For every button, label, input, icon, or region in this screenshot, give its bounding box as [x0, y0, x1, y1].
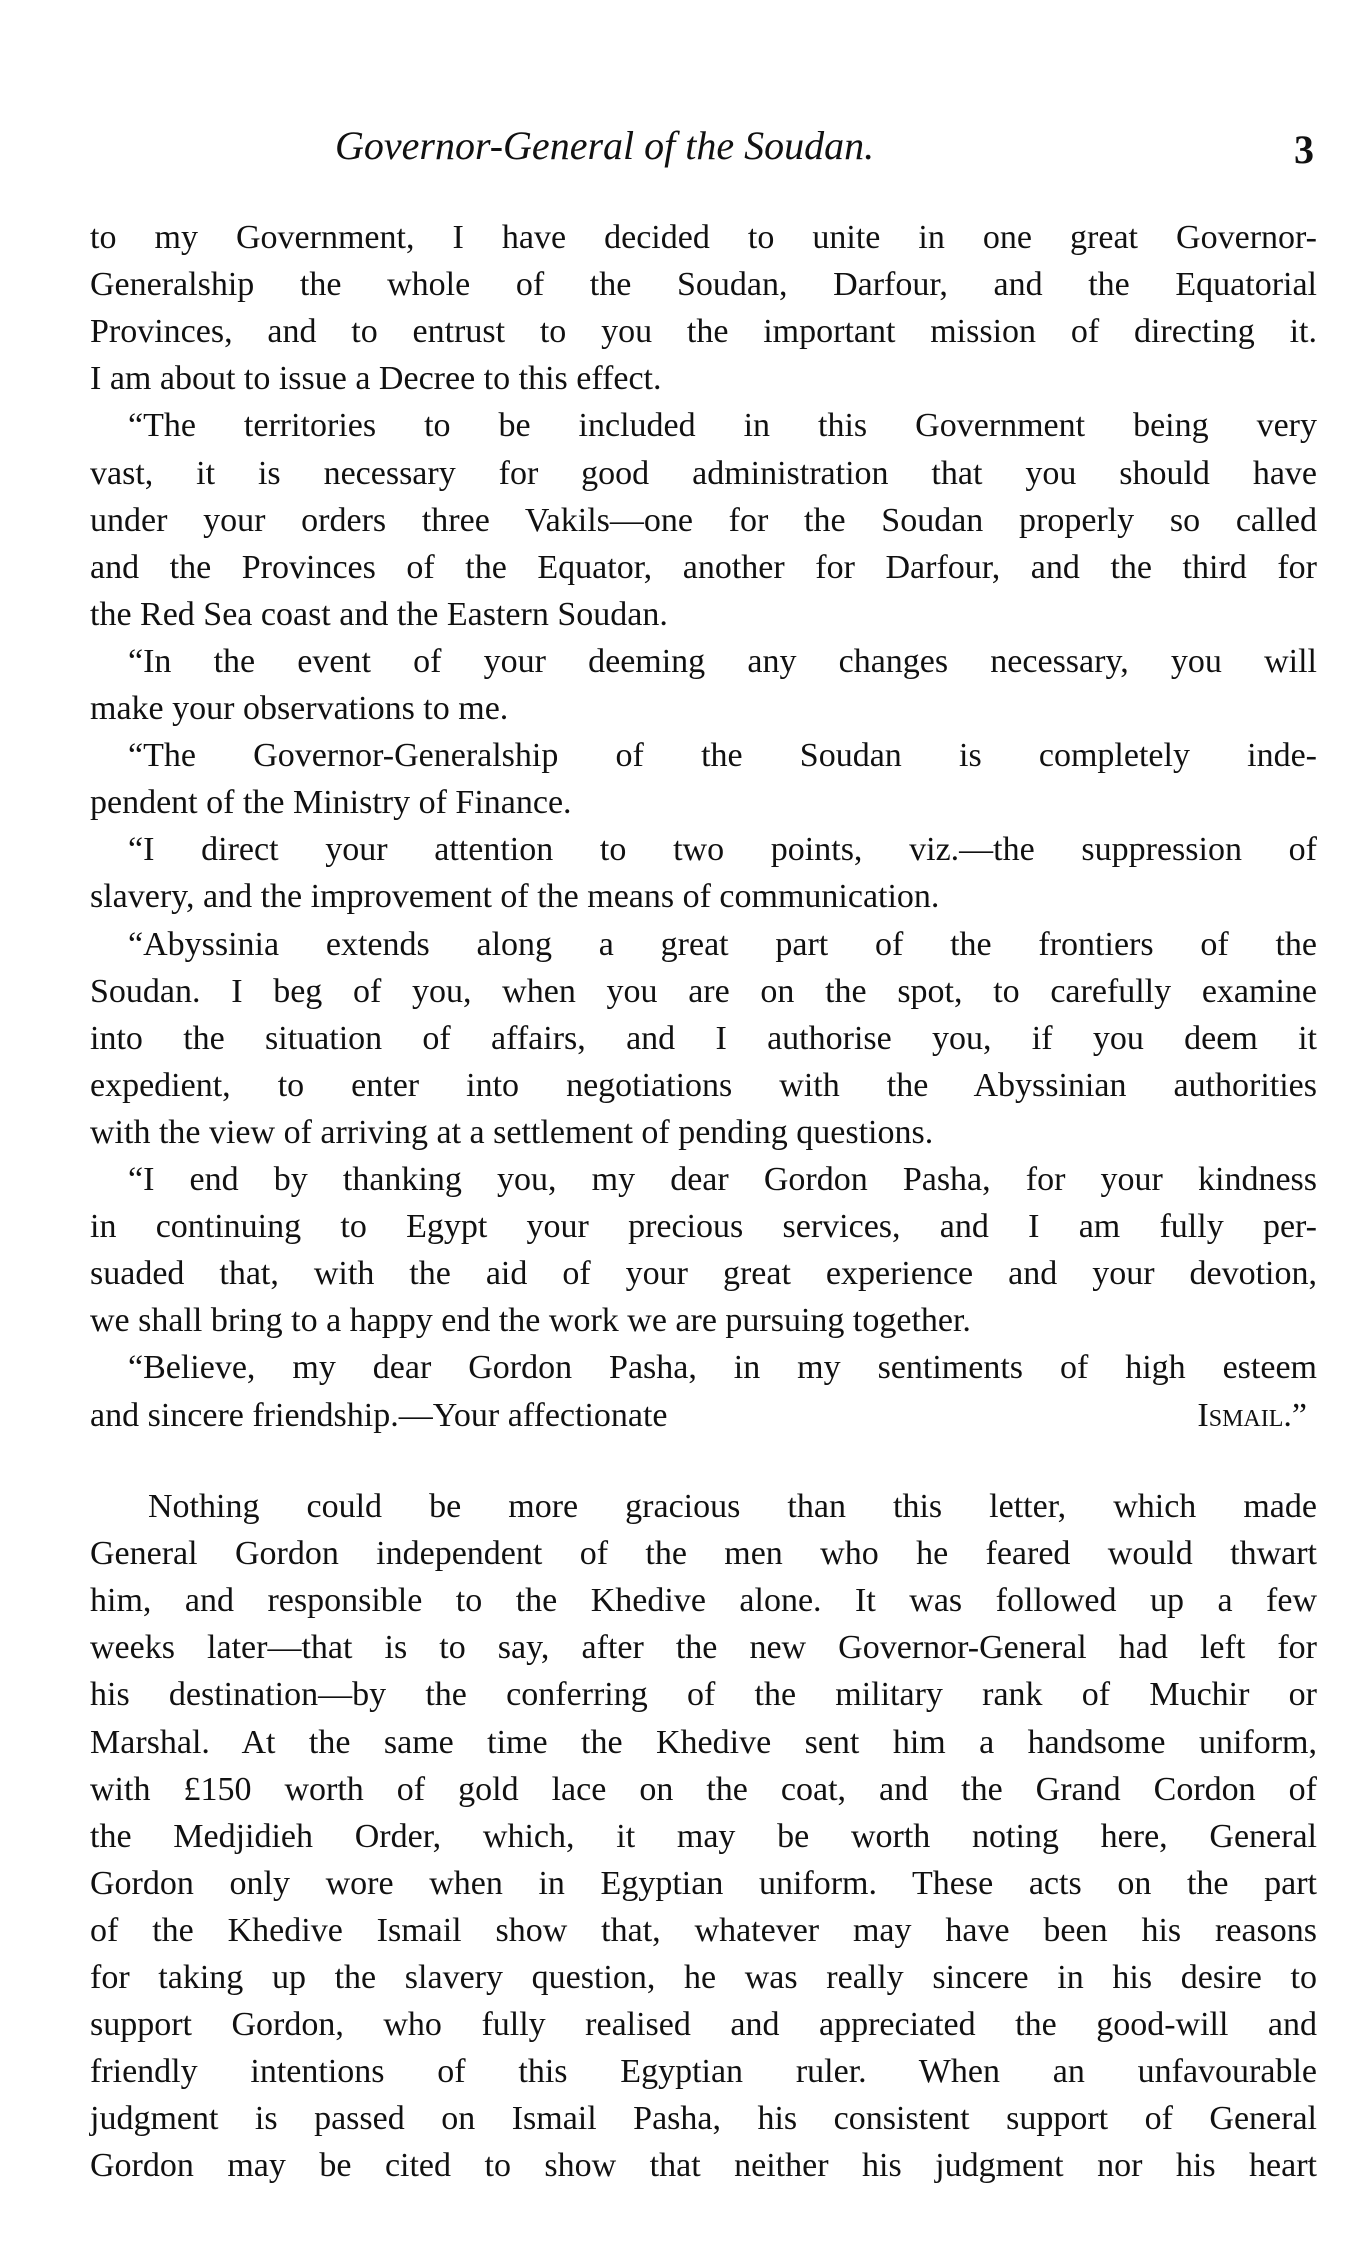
text-line: expedient, to enter into negotiations with the Abyssinian authorities [90, 1066, 1317, 1104]
text-line: “In the event of your deeming any changes necessary, you will [128, 642, 1317, 680]
text-line: with the view of arriving at a settlement of pending questions. [90, 1113, 934, 1151]
letter-closing: and sincere friendship.—Your affectionate [90, 1396, 668, 1434]
text-line: vast, it is necessary for good administration that you should have [90, 454, 1317, 492]
text-line: Gordon only wore when in Egyptian uniform. These acts on the part [90, 1864, 1317, 1902]
text-line: friendly intentions of this Egyptian ruler. When an unfavourable [90, 2053, 1317, 2091]
text-line: the Red Sea coast and the Eastern Soudan. [90, 595, 668, 633]
text-line: we shall bring to a happy end the work we are pursuing together. [90, 1302, 971, 1340]
text-line: “I end by thanking you, my dear Gordon Pasha, for your kindness [128, 1161, 1317, 1198]
running-title: Governor-General of the Soudan. [335, 123, 875, 168]
text-line: suaded that, with the aid of your great experience and your devotion, [90, 1255, 1317, 1293]
text-line: General Gordon independent of the men who he feared would thwart [90, 1535, 1317, 1573]
text-line: “Believe, my dear Gordon Pasha, in my sentiments of high esteem [128, 1349, 1317, 1387]
text-line: Gordon may be cited to show that neither his judgment nor his heart [90, 2147, 1317, 2185]
text-line: into the situation of affairs, and I authorise you, if you deem it [90, 1019, 1317, 1057]
text-line: support Gordon, who fully realised and appreciated the good-will and [90, 2006, 1317, 2044]
text-line: “Abyssinia extends along a great part of the frontiers of the [128, 925, 1317, 963]
text-line: Marshal. At the same time the Khedive sent him a handsome uniform, [90, 1723, 1317, 1761]
text-line: slavery, and the improvement of the means of communication. [90, 878, 940, 916]
page-number: 3 [1294, 127, 1314, 172]
letter-signature: Ismail.” [1197, 1396, 1307, 1434]
text-line: in continuing to Egypt your precious services, and I am fully per- [90, 1208, 1317, 1246]
text-line: make your observations to me. [90, 690, 509, 727]
text-line: Provinces, and to entrust to you the important mission of directing it. [90, 313, 1317, 351]
running-header [0, 118, 1368, 174]
text-line: judgment is passed on Ismail Pasha, his consistent support of General [90, 2100, 1317, 2138]
letter-closing-line [90, 1392, 1317, 1439]
text-line: weeks later—that is to say, after the new Governor-General had left for [90, 1629, 1317, 1667]
text-line: I am about to issue a Decree to this effect. [90, 360, 662, 398]
text-line: “The territories to be included in this Government being very [128, 407, 1317, 445]
text-line: Soudan. I beg of you, when you are on the spot, to carefully examine [90, 972, 1317, 1010]
text-line: with £150 worth of gold lace on the coat, and the Grand Cordon of [90, 1770, 1317, 1808]
text-line: him, and responsible to the Khedive alone. It was followed up a few [90, 1582, 1317, 1620]
text-line: the Medjidieh Order, which, it may be worth noting here, General [90, 1817, 1317, 1855]
text-line: Nothing could be more gracious than this letter, which made [148, 1488, 1317, 1525]
text-line: for taking up the slavery question, he was really sincere in his desire to [90, 1959, 1317, 1996]
text-line: under your orders three Vakils—one for the Soudan properly so called [90, 501, 1317, 539]
text-line: “The Governor-Generalship of the Soudan is completely inde- [128, 737, 1317, 775]
text-line: his destination—by the conferring of the military rank of Muchir or [90, 1676, 1317, 1714]
text-line: “I direct your attention to two points, viz.—the suppression of [128, 831, 1317, 869]
text-line: of the Khedive Ismail show that, whatever may have been his reasons [90, 1911, 1317, 1949]
text-line: Generalship the whole of the Soudan, Darfour, and the Equatorial [90, 266, 1317, 304]
text-line: and the Provinces of the Equator, another for Darfour, and the third for [90, 548, 1317, 586]
text-line: to my Government, I have decided to unite in one great Governor- [90, 219, 1317, 256]
text-line: pendent of the Ministry of Finance. [90, 784, 572, 822]
